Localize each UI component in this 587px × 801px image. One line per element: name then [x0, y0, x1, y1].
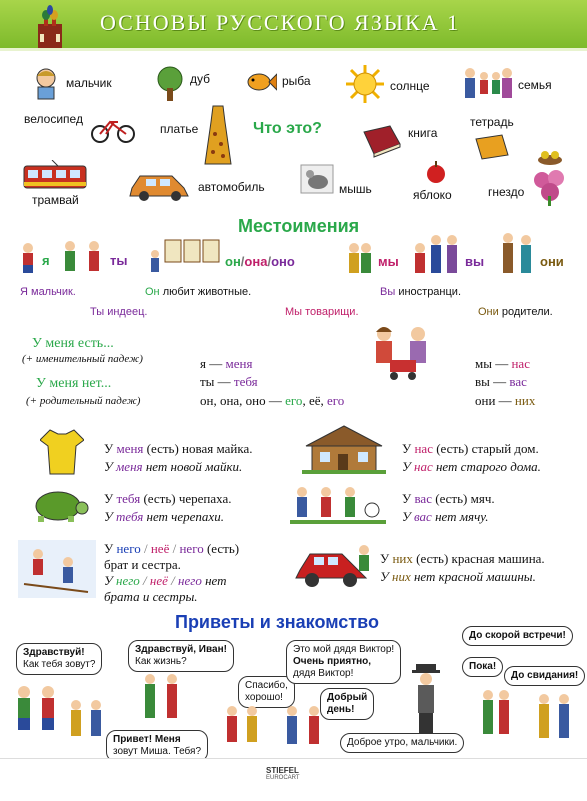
sentence-1: У меня (есть) новая майка.: [104, 441, 253, 456]
word-dress: платье: [160, 122, 199, 136]
pronoun-case-row-2: ты — тебя: [200, 374, 258, 389]
tshirt-icon: [40, 428, 84, 476]
waving-kids-icon: [478, 688, 512, 736]
example-6: Они родители.: [478, 306, 553, 318]
footer-sub: EUROCART: [266, 775, 300, 781]
speech-bubble-10: Доброе утро, мальчики.: [340, 733, 464, 753]
sentence-3: У нас (есть) старый дом.: [402, 441, 539, 456]
sentence-13: У них (есть) красная машина.: [380, 551, 545, 566]
oak-tree-icon: [155, 66, 185, 102]
pronoun-case-row-4: мы — нас: [475, 356, 530, 371]
speech-bubble-7: До скорой встречи!: [462, 626, 573, 646]
example-2: Он любит животные.: [145, 286, 252, 298]
example-4: Ты индеец.: [90, 306, 148, 318]
pictures-frame-icon: [147, 238, 221, 274]
pronoun-my: мы: [378, 254, 399, 269]
fish-icon: [245, 70, 277, 94]
speech-bubble-1: Здравствуй! Как тебя зовут?: [16, 643, 102, 675]
speech-bubble-4: Привет! Меня зовут Миша. Тебя?: [106, 730, 208, 762]
word-book: книга: [408, 126, 438, 140]
word-fish: рыба: [282, 74, 311, 88]
siblings-skiing-icon: [18, 540, 96, 598]
word-family: семья: [518, 78, 552, 92]
sentence-4: У нас нет старого дома.: [402, 459, 541, 474]
nest-flowers-icon: [532, 168, 568, 206]
greeting-uncle-kids-icon: [282, 704, 324, 746]
kids-playing-ball-icon: [290, 484, 386, 526]
example-5: Мы товарищи.: [285, 306, 359, 318]
word-mouse: мышь: [339, 182, 372, 196]
word-nest: гнездо: [488, 185, 525, 199]
word-oak: дуб: [190, 72, 211, 86]
pronoun-on-group: [225, 254, 295, 269]
page-title: ОСНОВЫ РУССКОГО ЯЗЫКА 1: [100, 10, 461, 35]
sentence-2: У меня нет новой майки.: [104, 459, 243, 474]
two-kids-icon: [60, 240, 106, 274]
red-car-family-icon: [292, 540, 374, 592]
have-not-rule: У меня нет...: [36, 376, 112, 391]
couple-with-pram-icon: [370, 326, 436, 382]
speech-bubble-2: Здравствуй, Иван! Как жизнь?: [128, 640, 234, 672]
turtle-icon: [28, 488, 90, 524]
book-icon: [360, 124, 402, 158]
greeting-kids-1-icon: [12, 684, 60, 732]
have-case: (+ именительный падеж): [22, 353, 143, 365]
slash-1: /: [240, 254, 245, 269]
sentence-14: У них нет красной машины.: [380, 569, 536, 584]
boy-pointing-icon: [18, 242, 38, 274]
kremlin-cathedral-icon: [28, 4, 72, 50]
slash-2: /: [267, 254, 272, 269]
pronoun-case-row-5: вы — вас: [475, 374, 527, 389]
parents-icon: [498, 232, 538, 274]
nest-birds-icon: [535, 146, 565, 166]
greetings-heading: Приветы и знакомство: [175, 612, 379, 632]
example-1: Я мальчик.: [20, 286, 76, 298]
pronoun-case-row-6: они — них: [475, 393, 536, 408]
pronouns-heading: Местоимения: [238, 216, 360, 236]
sentence-6: У тебя нет черепахи.: [104, 509, 224, 524]
speech-bubble-3: Спасибо, хорошо!: [238, 676, 295, 708]
pronoun-on: он: [225, 254, 241, 269]
speech-bubble-5: Это мой дядя Виктор! Очень приятно, дядя Виктор!: [286, 640, 401, 684]
have-rule: У меня есть...: [32, 336, 114, 351]
dress-icon: [203, 104, 233, 166]
what-is-it-heading: Что это?: [253, 120, 322, 137]
footer-publisher: STIEFEL: [266, 766, 299, 775]
word-bicycle: велосипед: [24, 112, 83, 126]
word-notebook: тетрадь: [470, 115, 514, 129]
header-divider: [0, 48, 587, 51]
tram-icon: [22, 160, 88, 194]
sentence-9: У него / неё / него (есть): [104, 541, 240, 556]
example-3: Вы иностранци.: [380, 286, 461, 298]
word-sun: солнце: [390, 79, 430, 93]
greeting-kids-3-icon: [140, 672, 182, 720]
sentence-10: брат и сестра.: [104, 557, 181, 572]
car-icon: [128, 166, 192, 202]
old-house-icon: [302, 424, 386, 476]
mouse-icon: [300, 164, 334, 194]
pronoun-ty: ты: [110, 253, 128, 268]
sentence-8: У вас нет мячу.: [402, 509, 489, 524]
goodbye-kids-icon: [534, 692, 574, 740]
speech-bubble-9: До свидания!: [504, 666, 585, 686]
greeting-kids-2-icon: [66, 698, 106, 738]
family-icon: [462, 66, 512, 100]
pronoun-case-row-3: он, она, оно — его, её, его: [200, 393, 345, 408]
pronoun-vy: вы: [465, 254, 485, 269]
sentence-11: У него / неё / него нет: [104, 573, 227, 588]
speech-bubble-6: Добрый день!: [320, 688, 374, 720]
bicycle-icon: [90, 114, 136, 144]
word-car: автомобиль: [198, 180, 265, 194]
sentence-7: У вас (есть) мяч.: [402, 491, 495, 506]
word-apple: яблоко: [413, 188, 452, 202]
sentence-5: У тебя (есть) черепаха.: [104, 491, 232, 506]
greeting-kids-4-icon: [222, 704, 262, 744]
pronoun-ya: я: [42, 253, 50, 268]
man-with-hat-icon: [408, 664, 444, 734]
have-not-case: (+ родительный падеж): [26, 395, 141, 407]
sun-icon: [345, 64, 385, 104]
word-tram: трамвай: [32, 193, 79, 207]
word-boy: мальчик: [66, 76, 112, 90]
sentence-12: брата и сестры.: [104, 589, 198, 604]
boy-icon: [30, 66, 62, 100]
speech-bubble-8: Пока!: [462, 657, 503, 677]
pronoun-ona: она: [244, 254, 268, 269]
pronoun-oni: они: [540, 254, 564, 269]
notebook-icon: [474, 133, 510, 161]
foreigners-icon: [412, 234, 462, 274]
friends-icon: [346, 242, 374, 274]
apple-icon: [424, 160, 448, 184]
pronoun-ono: оно: [271, 254, 295, 269]
pronoun-case-row-1: я — меня: [200, 356, 253, 371]
